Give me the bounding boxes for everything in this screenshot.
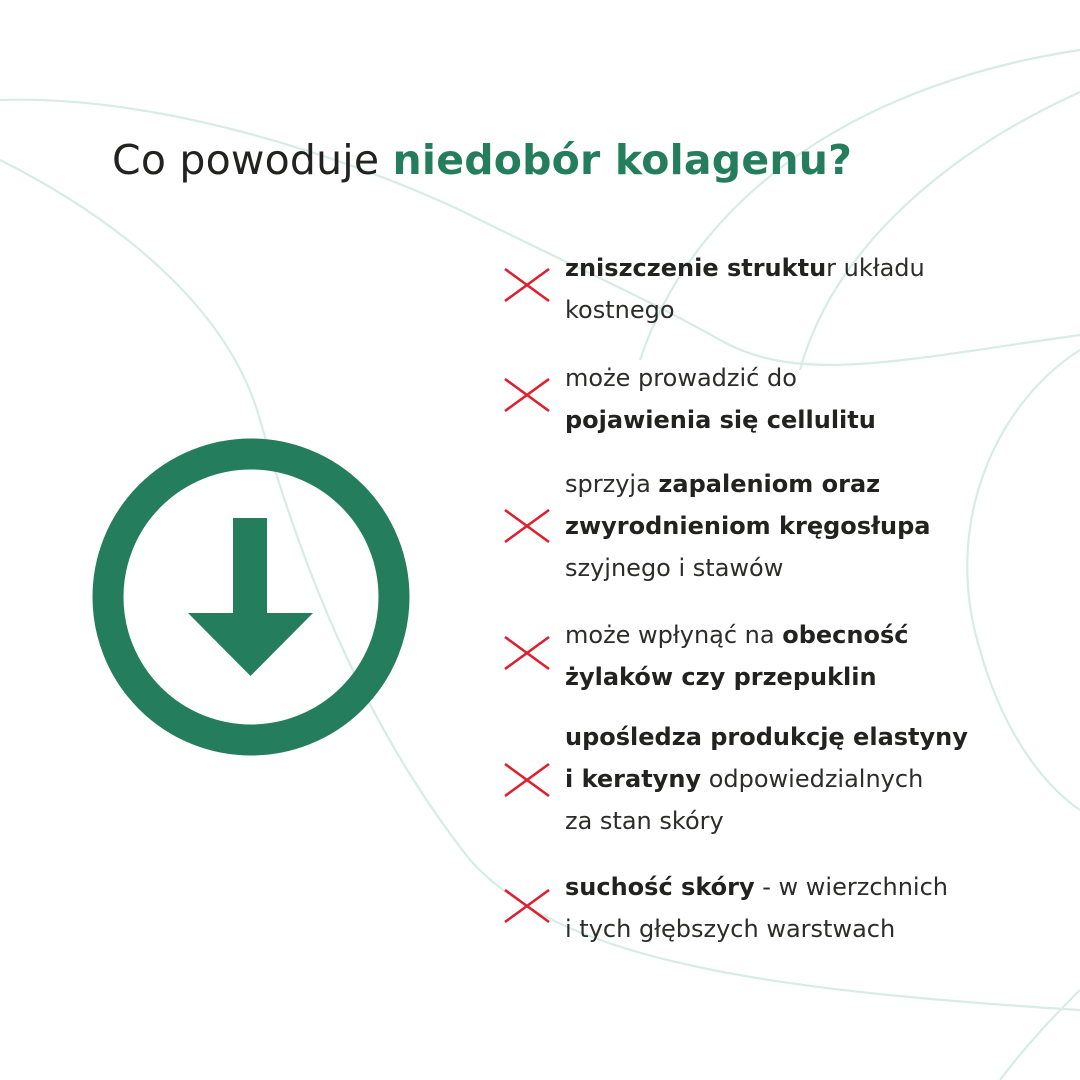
cross-icon <box>503 267 551 303</box>
item-text <box>565 716 1045 842</box>
item-line: kostnego <box>565 296 675 324</box>
item-bold-text: obecność <box>782 621 909 649</box>
item-plain-text: r układu <box>826 254 925 282</box>
item-line <box>565 399 1045 441</box>
item-line <box>565 614 1045 656</box>
item-line: i tych głębszych warstwach <box>565 915 896 943</box>
item-text <box>565 357 1045 441</box>
title-accent: niedobór kolagenu? <box>392 136 853 184</box>
item-line <box>565 505 1045 547</box>
item-line <box>565 247 1045 289</box>
item-line <box>565 656 1045 698</box>
title-lead: Co powoduje <box>112 136 393 184</box>
item-line <box>565 866 1045 908</box>
item-line <box>565 758 1045 800</box>
item-bold-text: zniszczenie struktu <box>565 254 827 282</box>
item-plain-text: - w wierzchnich <box>754 873 949 901</box>
item-line <box>565 716 1045 758</box>
item-bold-text: żylaków czy przepuklin <box>565 663 877 691</box>
item-line: za stan skóry <box>565 807 724 835</box>
item-line: może prowadzić do <box>565 364 797 392</box>
item-bold-text: zwyrodnieniom kręgosłupa <box>565 512 931 540</box>
cross-icon <box>503 762 551 798</box>
cross-icon <box>503 377 551 413</box>
cross-icon <box>503 888 551 924</box>
item-bold-text: suchość skóry <box>565 873 755 901</box>
cross-icon <box>503 635 551 671</box>
item-bold-text: pojawienia się cellulitu <box>565 406 876 434</box>
item-bold-text: upośledza produkcję elastyny <box>565 723 968 751</box>
item-plain-text: odpowiedzialnych <box>701 765 924 793</box>
item-text <box>565 247 1045 331</box>
item-line <box>565 463 1045 505</box>
item-plain-text: może wpłynąć na <box>565 621 783 649</box>
item-text <box>565 614 1045 698</box>
item-plain-text: sprzyja <box>565 470 659 498</box>
item-bold-text: zapaleniom oraz <box>658 470 881 498</box>
cross-icon <box>503 508 551 544</box>
item-text <box>565 463 1045 589</box>
item-bold-text: i keratyny <box>565 765 702 793</box>
item-text <box>565 866 1045 950</box>
item-line: szyjnego i stawów <box>565 554 784 582</box>
